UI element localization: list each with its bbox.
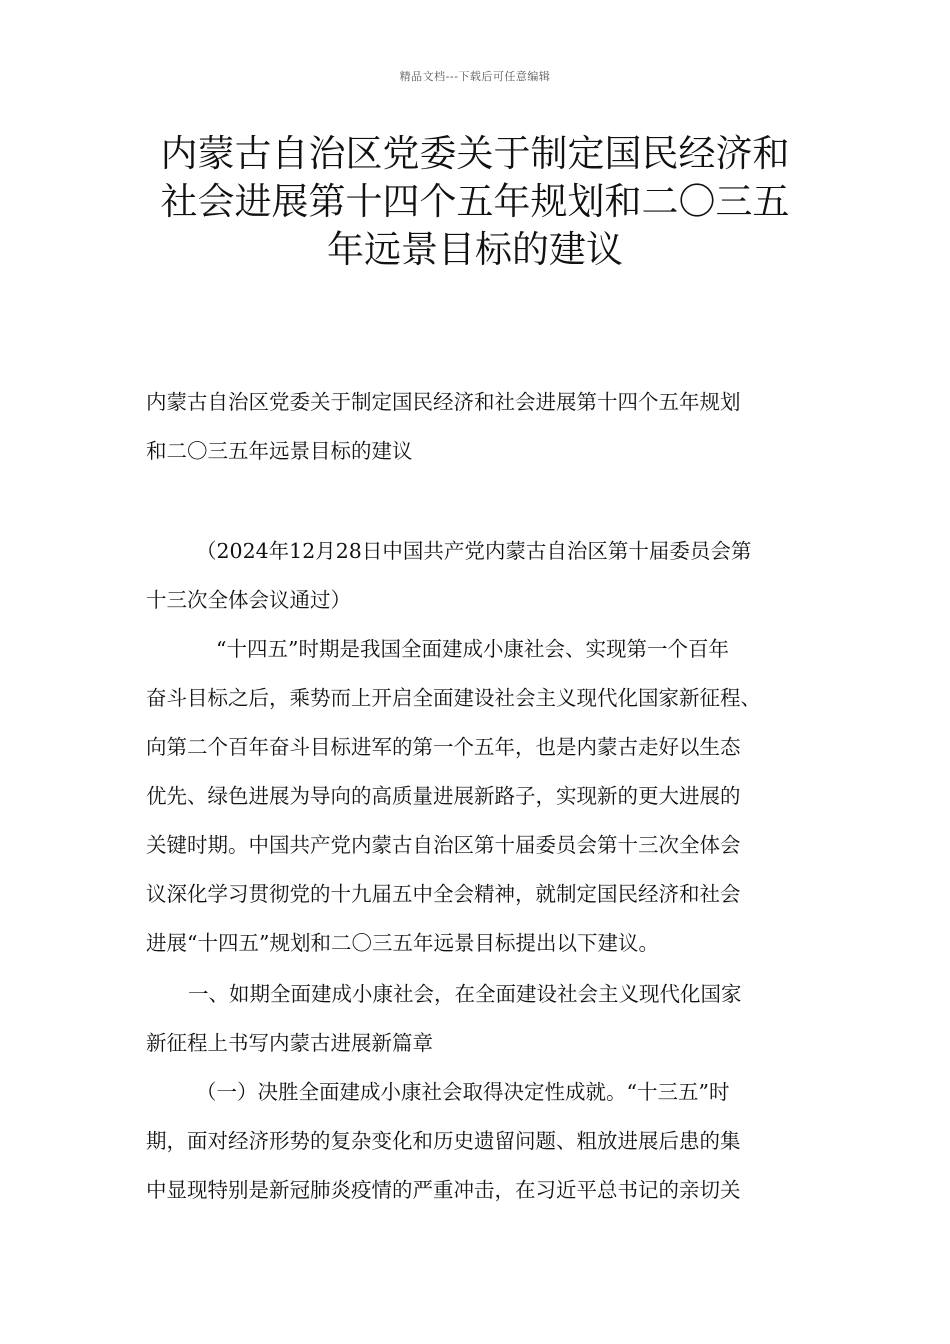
paragraph-line: “十四五”时期是我国全面建成小康社会、实现第一个百年 bbox=[216, 637, 729, 661]
subtitle-line: 和二〇三五年远景目标的建议 bbox=[146, 439, 413, 463]
adoption-date-note bbox=[146, 527, 806, 625]
paragraph-line: 关键时期。中国共产党内蒙古自治区第十届委员会第十三次全体会 bbox=[146, 833, 741, 857]
paragraph-line: 进展“十四五”规划和二〇三五年远景目标提出以下建议。 bbox=[146, 931, 659, 955]
paragraph-line: 奋斗目标之后，乘势而上开启全面建设社会主义现代化国家新征程、 bbox=[146, 686, 761, 710]
title-line: 社会进展第十四个五年规划和二〇三五 bbox=[160, 180, 790, 223]
paragraph-line: 中显现特别是新冠肺炎疫情的严重冲击，在习近平总书记的亲切关 bbox=[146, 1178, 741, 1202]
paragraph-line: 向第二个百年奋斗目标进军的第一个五年，也是内蒙古走好以生态 bbox=[146, 735, 741, 759]
paragraph-line: 议深化学习贯彻党的十九届五中全会精神，就制定国民经济和社会 bbox=[146, 882, 741, 906]
paragraph-line: （一）决胜全面建成小康社会取得决定性成就。“十三五”时 bbox=[196, 1080, 730, 1104]
title-line: 年远景目标的建议 bbox=[327, 228, 623, 271]
paragraph-line: 期，面对经济形势的复杂变化和历史遗留问题、粗放进展后患的集 bbox=[146, 1129, 741, 1153]
paragraph-line: 优先、绿色进展为导向的高质量进展新路子，实现新的更大进展的 bbox=[146, 784, 741, 808]
paragraph-section-1-1 bbox=[146, 1068, 806, 1215]
date-note-line: （2024年12月28日中国共产党内蒙古自治区第十届委员会第 bbox=[196, 539, 752, 563]
document-subtitle bbox=[146, 378, 806, 476]
paragraph-intro bbox=[146, 625, 806, 968]
section-heading-1 bbox=[146, 970, 806, 1068]
title-line: 内蒙古自治区党委关于制定国民经济和 bbox=[160, 132, 790, 175]
header-watermark: 精品文档---下载后可任意编辑 bbox=[399, 70, 551, 83]
document-title bbox=[120, 130, 830, 274]
paragraph-line: 新征程上书写内蒙古进展新篇章 bbox=[146, 1031, 433, 1055]
paragraph-line: 一、如期全面建成小康社会，在全面建设社会主义现代化国家 bbox=[188, 982, 742, 1006]
date-note-line: 十三次全体会议通过） bbox=[146, 588, 351, 612]
subtitle-line: 内蒙古自治区党委关于制定国民经济和社会进展第十四个五年规划 bbox=[146, 390, 741, 414]
